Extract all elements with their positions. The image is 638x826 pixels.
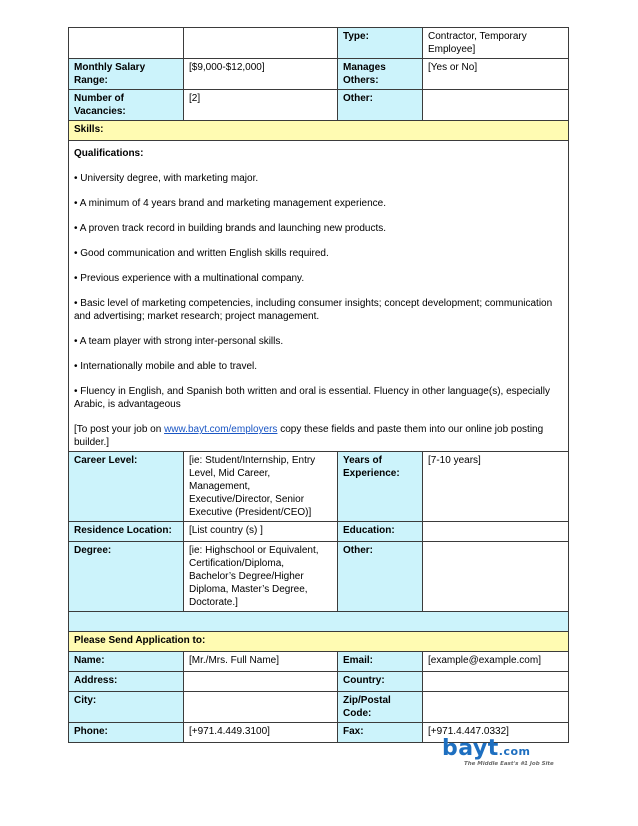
logo-tagline: The Middle East's #1 Job Site: [464, 761, 554, 767]
salary-row: [69, 59, 569, 90]
email-label: Email:: [338, 652, 423, 672]
salary-label: Monthly Salary Range:: [69, 59, 184, 90]
zip-label: Zip/Postal Code:: [338, 692, 423, 723]
city-label: City:: [69, 692, 184, 723]
country-label: Country:: [338, 672, 423, 692]
zip-value: [423, 692, 569, 723]
residence-row: [69, 522, 569, 542]
qualification-item: • Good communication and written English skills required.: [74, 248, 329, 259]
skills-body-row: [69, 141, 569, 452]
candidate-other-value: [423, 542, 569, 612]
other-value: [423, 90, 569, 121]
spacer-row: [69, 612, 569, 632]
skills-body: [69, 141, 569, 452]
candidate-other-label: Other:: [338, 542, 423, 612]
type-value: Contractor, Temporary Employee]: [423, 28, 569, 59]
job-details-table: [68, 27, 569, 743]
experience-value: [7-10 years]: [423, 452, 569, 522]
posting-note: [74, 423, 563, 449]
city-value: [184, 692, 338, 723]
manages-label: Manages Others:: [338, 59, 423, 90]
skills-header-row: [69, 121, 569, 141]
residence-label: Residence Location:: [69, 522, 184, 542]
residence-value: [List country (s) ]: [184, 522, 338, 542]
vacancies-label: Number of Vacancies:: [69, 90, 184, 121]
logo-suffix: .com: [498, 745, 531, 758]
qualification-item: • Internationally mobile and able to travel.: [74, 361, 258, 372]
career-row: [69, 452, 569, 522]
education-label: Education:: [338, 522, 423, 542]
posting-note-prefix: [To post your job on: [74, 424, 165, 435]
qualification-item: • A minimum of 4 years brand and marketing management experience.: [74, 198, 386, 209]
phone-value: [+971.4.449.3100]: [184, 723, 338, 743]
empty-cell: [69, 28, 184, 59]
address-label: Address:: [69, 672, 184, 692]
job-form: [68, 27, 568, 743]
qualification-item: • A team player with strong inter-personal skills.: [74, 336, 284, 347]
address-row: [69, 672, 569, 692]
spacer-cell: [69, 612, 569, 632]
address-value: [184, 672, 338, 692]
city-row: [69, 692, 569, 723]
qualification-item: • Previous experience with a multinational company.: [74, 273, 305, 284]
vacancies-value: [2]: [184, 90, 338, 121]
application-header: Please Send Application to:: [69, 632, 569, 652]
fax-value: [+971.4.447.0332]: [423, 723, 569, 743]
career-level-value: [ie: Student/Internship, Entry Level, Mid Career, Management, Executive/Director, Senior Executive (President/CEO)]: [184, 452, 338, 522]
empty-cell: [184, 28, 338, 59]
logo-wordmark: [442, 738, 531, 763]
skills-header: Skills:: [69, 121, 569, 141]
manages-value: [Yes or No]: [423, 59, 569, 90]
qualification-item: • Fluency in English, and Spanish both written and oral is essential. Fluency in other language(s), especially Arabic, is advantageous: [74, 386, 550, 410]
qualification-item: • University degree, with marketing major.: [74, 173, 259, 184]
type-row: [69, 28, 569, 59]
employers-link[interactable]: www.bayt.com/employers: [164, 424, 278, 435]
phone-label: Phone:: [69, 723, 184, 743]
bayt-logo: [442, 738, 562, 772]
country-value: [423, 672, 569, 692]
degree-value: [ie: Highschool or Equivalent, Certification/Diploma, Bachelor’s Degree/Higher Diploma, Master’s Degree, Doctorate.]: [184, 542, 338, 612]
name-row: [69, 652, 569, 672]
degree-label: Degree:: [69, 542, 184, 612]
career-level-label: Career Level:: [69, 452, 184, 522]
other-label: Other:: [338, 90, 423, 121]
application-header-row: [69, 632, 569, 652]
type-label: Type:: [338, 28, 423, 59]
experience-label: Years of Experience:: [338, 452, 423, 522]
fax-label: Fax:: [338, 723, 423, 743]
degree-row: [69, 542, 569, 612]
logo-word: bayt: [442, 736, 499, 761]
education-value: [423, 522, 569, 542]
qualification-item: • Basic level of marketing competencies, including consumer insights; concept development; communication and advertising; market research; project management.: [74, 298, 553, 322]
vacancies-row: [69, 90, 569, 121]
posting-note-suffix: copy these fields and paste them into our online job posting builder.]: [74, 424, 544, 448]
qualification-item: • A proven track record in building brands and launching new products.: [74, 223, 387, 234]
email-value: [example@example.com]: [423, 652, 569, 672]
qualifications-label: Qualifications:: [74, 148, 144, 159]
salary-value: [$9,000-$12,000]: [184, 59, 338, 90]
name-label: Name:: [69, 652, 184, 672]
name-value: [Mr./Mrs. Full Name]: [184, 652, 338, 672]
